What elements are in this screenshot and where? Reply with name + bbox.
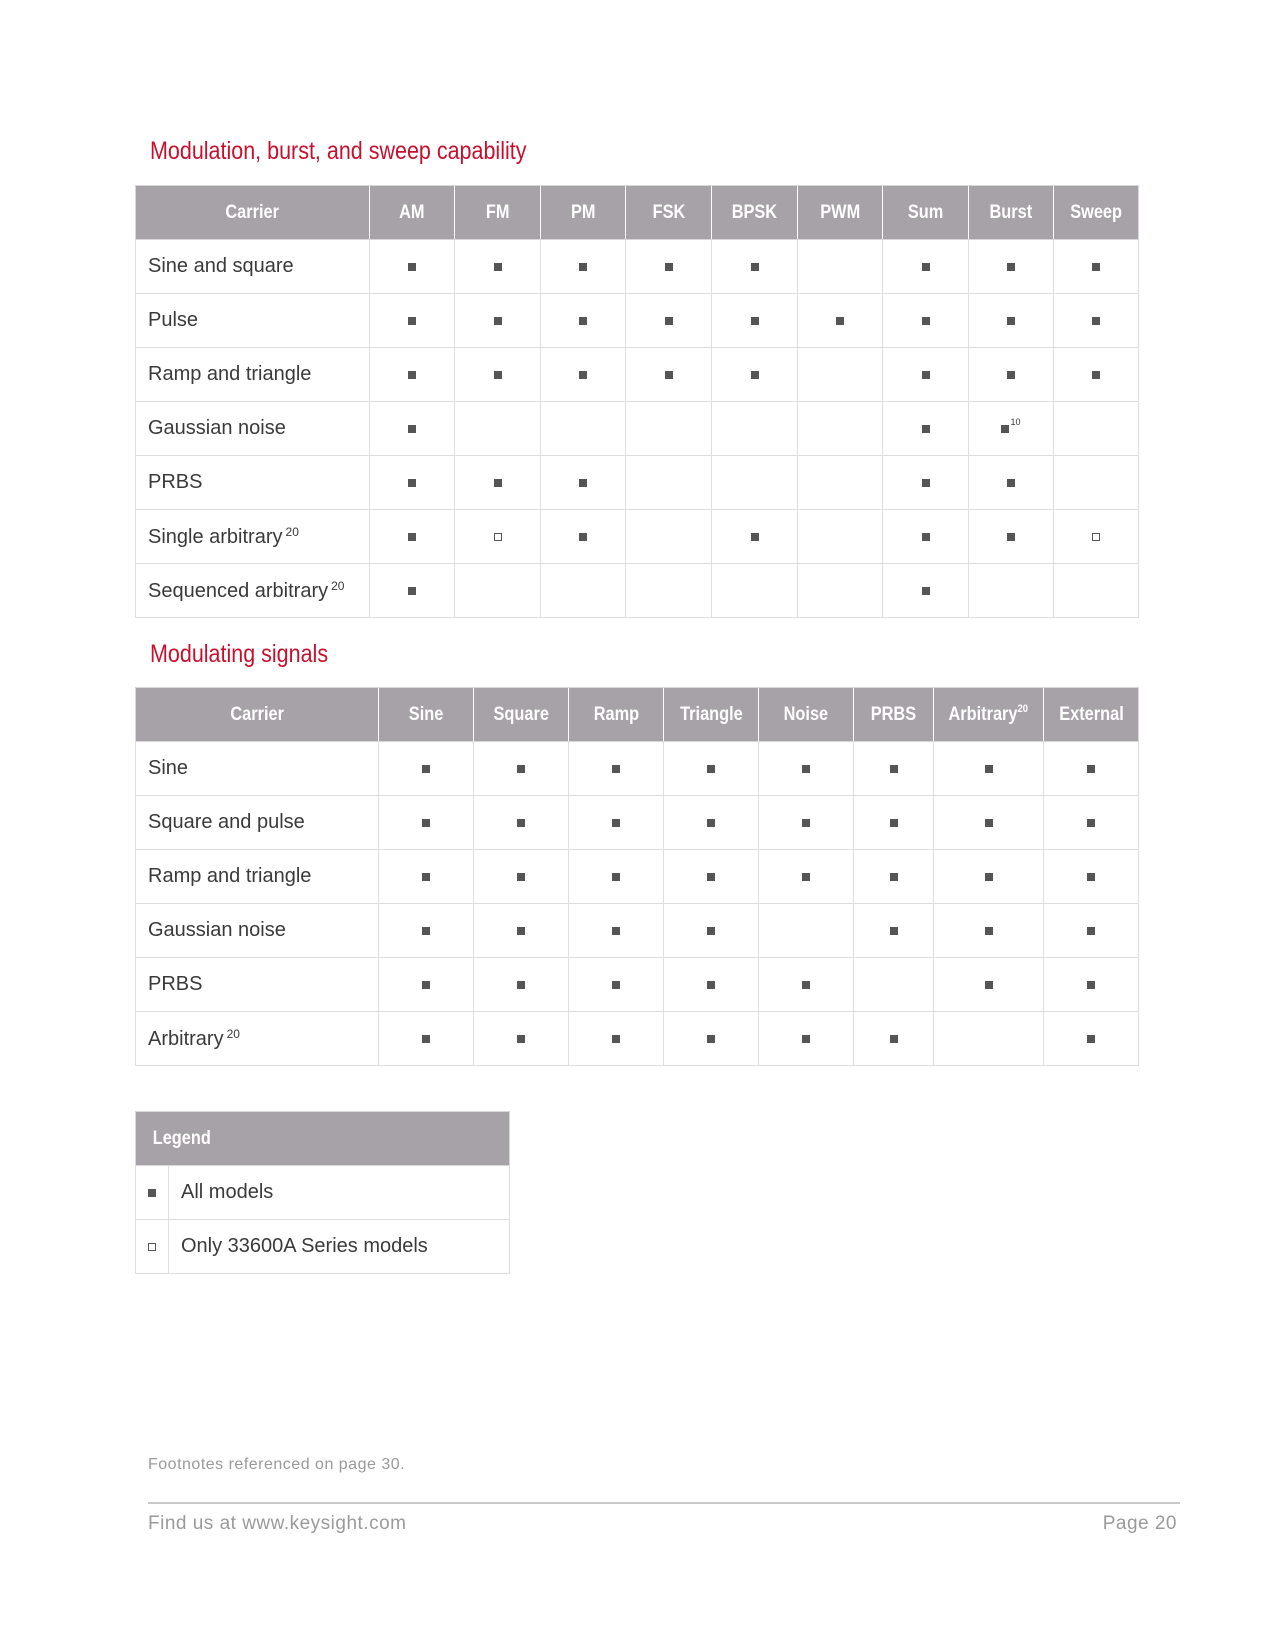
filled-square-icon [612, 981, 620, 989]
filled-square-icon [422, 873, 430, 881]
legend-row [136, 1220, 510, 1274]
legend-symbol [136, 1220, 169, 1274]
support-cell [370, 294, 455, 348]
support-cell [712, 402, 798, 456]
filled-square-icon [1087, 981, 1095, 989]
support-cell [1044, 742, 1139, 796]
filled-square-icon [1092, 317, 1100, 325]
filled-square-icon [517, 873, 525, 881]
column-header: Carrier [136, 688, 379, 742]
filled-square-icon [494, 317, 502, 325]
table-row [136, 564, 1139, 618]
support-cell [798, 402, 883, 456]
support-cell [934, 796, 1044, 850]
capability-title: Modulation, burst, and sweep capability [150, 137, 527, 165]
filled-square-icon [802, 981, 810, 989]
filled-square-icon [408, 425, 416, 433]
support-cell [883, 510, 969, 564]
legend-symbol [136, 1166, 169, 1220]
support-cell [934, 742, 1044, 796]
support-cell [1054, 510, 1139, 564]
support-cell [626, 510, 712, 564]
support-cell [883, 240, 969, 294]
legend-table [135, 1111, 510, 1274]
support-cell [759, 1012, 854, 1066]
table-row [136, 348, 1139, 402]
column-header: AM [370, 186, 455, 240]
row-label: Ramp and triangle [136, 348, 370, 402]
support-cell [712, 348, 798, 402]
support-cell [1054, 402, 1139, 456]
support-cell [664, 796, 759, 850]
filled-square-icon [922, 479, 930, 487]
filled-square-icon [665, 317, 673, 325]
filled-square-icon [612, 765, 620, 773]
filled-square-icon [612, 873, 620, 881]
footnote-ref: 20 [226, 1026, 240, 1041]
support-cell [370, 510, 455, 564]
column-header: Sine [379, 688, 474, 742]
column-header: Triangle [664, 688, 759, 742]
filled-square-icon [1007, 371, 1015, 379]
support-cell [1044, 796, 1139, 850]
filled-square-icon [707, 1035, 715, 1043]
support-cell [569, 850, 664, 904]
filled-square-icon [1007, 263, 1015, 271]
support-cell [969, 510, 1054, 564]
support-cell [969, 564, 1054, 618]
support-cell [455, 240, 541, 294]
filled-square-icon [922, 425, 930, 433]
support-cell [1044, 958, 1139, 1012]
filled-square-icon [707, 819, 715, 827]
support-cell [712, 510, 798, 564]
support-cell [474, 1012, 569, 1066]
table-row [136, 240, 1139, 294]
column-header: Burst [969, 186, 1054, 240]
filled-square-icon [517, 819, 525, 827]
support-cell [569, 796, 664, 850]
column-header: External [1044, 688, 1139, 742]
filled-square-icon [612, 1035, 620, 1043]
row-label: Pulse [136, 294, 370, 348]
row-label: Single arbitrary $^{20}$ [136, 510, 370, 564]
filled-square-icon [408, 317, 416, 325]
support-cell [474, 796, 569, 850]
page-number: Page 20 [1102, 1513, 1177, 1534]
open-square-icon [148, 1243, 156, 1251]
support-cell [759, 796, 854, 850]
filled-square-icon [422, 1035, 430, 1043]
table-row [136, 402, 1139, 456]
support-cell [455, 348, 541, 402]
support-cell [712, 456, 798, 510]
support-cell [541, 456, 626, 510]
filled-square-icon [751, 371, 759, 379]
filled-square-icon [1007, 317, 1015, 325]
support-cell [969, 402, 1054, 456]
support-cell [379, 1012, 474, 1066]
filled-square-icon [890, 927, 898, 935]
footer-website[interactable]: Find us at www.keysight.com [148, 1513, 407, 1534]
support-cell [759, 904, 854, 958]
column-header: FSK [626, 186, 712, 240]
filled-square-icon [408, 587, 416, 595]
filled-square-icon [707, 927, 715, 935]
support-cell [883, 564, 969, 618]
support-cell [1054, 240, 1139, 294]
filled-square-icon [985, 927, 993, 935]
table-row [136, 796, 1139, 850]
support-cell [541, 510, 626, 564]
filled-square-icon [922, 587, 930, 595]
filled-square-icon [517, 981, 525, 989]
support-cell [455, 510, 541, 564]
support-cell [626, 456, 712, 510]
filled-square-icon [422, 765, 430, 773]
support-cell [883, 348, 969, 402]
row-label: Square and pulse [136, 796, 379, 850]
filled-square-icon [922, 371, 930, 379]
filled-square-icon [707, 981, 715, 989]
filled-square-icon [751, 317, 759, 325]
column-header: Square [474, 688, 569, 742]
legend-text: All models [169, 1166, 510, 1220]
column-header: PM [541, 186, 626, 240]
support-cell [854, 958, 934, 1012]
support-cell [474, 958, 569, 1012]
filled-square-icon [890, 819, 898, 827]
modulating-table [135, 687, 1139, 1066]
support-cell [664, 850, 759, 904]
column-header: Ramp [569, 688, 664, 742]
table-row [136, 1012, 1139, 1066]
support-cell [541, 240, 626, 294]
support-cell [798, 564, 883, 618]
row-label: Ramp and triangle [136, 850, 379, 904]
support-cell [854, 904, 934, 958]
filled-square-icon [802, 819, 810, 827]
row-label: Gaussian noise [136, 402, 370, 456]
column-header: FM [455, 186, 541, 240]
filled-square-icon [422, 927, 430, 935]
support-cell [370, 240, 455, 294]
support-cell [1054, 456, 1139, 510]
filled-square-icon [890, 1035, 898, 1043]
filled-square-icon [707, 873, 715, 881]
filled-square-icon [922, 263, 930, 271]
column-header: Arbitrary$^{20}$ [934, 688, 1044, 742]
row-label: PRBS [136, 958, 379, 1012]
support-cell [934, 850, 1044, 904]
support-cell [541, 294, 626, 348]
support-cell [379, 742, 474, 796]
table-row [136, 904, 1139, 958]
support-cell [798, 456, 883, 510]
support-cell [969, 294, 1054, 348]
support-cell [934, 904, 1044, 958]
filled-square-icon [148, 1189, 156, 1197]
table-row [136, 294, 1139, 348]
support-cell [626, 294, 712, 348]
filled-square-icon [422, 819, 430, 827]
support-cell [541, 348, 626, 402]
column-header: Sum [883, 186, 969, 240]
support-cell [379, 796, 474, 850]
support-cell [626, 240, 712, 294]
filled-square-icon [1092, 371, 1100, 379]
support-cell [455, 456, 541, 510]
filled-square-icon [665, 371, 673, 379]
support-cell [969, 240, 1054, 294]
filled-square-icon [665, 263, 673, 271]
filled-square-icon [802, 765, 810, 773]
filled-square-icon [579, 263, 587, 271]
filled-square-icon [517, 1035, 525, 1043]
support-cell [569, 958, 664, 1012]
filled-square-icon [985, 873, 993, 881]
filled-square-icon [1092, 263, 1100, 271]
filled-square-icon [1087, 873, 1095, 881]
filled-square-icon [802, 873, 810, 881]
filled-square-icon [517, 927, 525, 935]
filled-square-icon [1087, 765, 1095, 773]
filled-square-icon [579, 317, 587, 325]
table-row [136, 742, 1139, 796]
footer-divider [148, 1502, 1180, 1504]
support-cell [1054, 564, 1139, 618]
support-cell [1054, 348, 1139, 402]
row-label: Sine and square [136, 240, 370, 294]
filled-square-icon [408, 263, 416, 271]
filled-square-icon [1001, 425, 1009, 433]
support-cell [541, 564, 626, 618]
filled-square-icon [890, 765, 898, 773]
support-cell [569, 1012, 664, 1066]
support-cell [626, 402, 712, 456]
support-cell [541, 402, 626, 456]
footnote-ref: 20 [331, 578, 345, 593]
filled-square-icon [985, 981, 993, 989]
support-cell [883, 402, 969, 456]
filled-square-icon [802, 1035, 810, 1043]
support-cell [798, 510, 883, 564]
open-square-icon [1092, 533, 1100, 541]
support-cell [759, 850, 854, 904]
support-cell [370, 456, 455, 510]
support-cell [664, 958, 759, 1012]
row-label: Sequenced arbitrary $^{20}$ [136, 564, 370, 618]
table-row [136, 850, 1139, 904]
filled-square-icon [494, 371, 502, 379]
filled-square-icon [579, 533, 587, 541]
filled-square-icon [985, 819, 993, 827]
support-cell [934, 958, 1044, 1012]
row-label: Sine [136, 742, 379, 796]
support-cell [798, 294, 883, 348]
filled-square-icon [890, 873, 898, 881]
footnote-ref: 10 [1010, 416, 1021, 427]
support-cell [379, 958, 474, 1012]
filled-square-icon [1007, 479, 1015, 487]
support-cell [1044, 904, 1139, 958]
column-header: Carrier [136, 186, 370, 240]
filled-square-icon [494, 263, 502, 271]
filled-square-icon [1087, 1035, 1095, 1043]
support-cell [626, 348, 712, 402]
open-square-icon [494, 533, 502, 541]
support-cell [883, 294, 969, 348]
support-cell [969, 348, 1054, 402]
table-row [136, 456, 1139, 510]
support-cell [370, 564, 455, 618]
modulating-title: Modulating signals [150, 640, 329, 668]
filled-square-icon [1087, 927, 1095, 935]
filled-square-icon [1007, 533, 1015, 541]
support-cell [455, 564, 541, 618]
support-cell [664, 742, 759, 796]
column-header: Sweep [1054, 186, 1139, 240]
support-cell [455, 294, 541, 348]
support-cell [569, 742, 664, 796]
support-cell [969, 456, 1054, 510]
support-cell [798, 348, 883, 402]
legend-row [136, 1166, 510, 1220]
filled-square-icon [922, 533, 930, 541]
filled-square-icon [579, 371, 587, 379]
filled-square-icon [408, 479, 416, 487]
filled-square-icon [922, 317, 930, 325]
filled-square-icon [985, 765, 993, 773]
filled-square-icon [751, 263, 759, 271]
filled-square-icon [517, 765, 525, 773]
support-cell [712, 294, 798, 348]
column-header: PRBS [854, 688, 934, 742]
support-cell [474, 742, 569, 796]
column-header: PWM [798, 186, 883, 240]
footnote-ref: 20 [285, 524, 299, 539]
support-cell [664, 1012, 759, 1066]
support-cell [759, 958, 854, 1012]
filled-square-icon [1087, 819, 1095, 827]
support-cell [798, 240, 883, 294]
support-cell [1054, 294, 1139, 348]
support-cell [1044, 1012, 1139, 1066]
filled-square-icon [579, 479, 587, 487]
row-label: Gaussian noise [136, 904, 379, 958]
footnote: Footnotes referenced on page 30. [148, 1456, 406, 1473]
support-cell [569, 904, 664, 958]
support-cell [854, 796, 934, 850]
legend-text: Only 33600A Series models [169, 1220, 510, 1274]
column-header: Noise [759, 688, 854, 742]
filled-square-icon [408, 533, 416, 541]
filled-square-icon [836, 317, 844, 325]
support-cell [712, 240, 798, 294]
support-cell [854, 1012, 934, 1066]
legend-title: Legend [136, 1112, 510, 1166]
filled-square-icon [707, 765, 715, 773]
filled-square-icon [422, 981, 430, 989]
filled-square-icon [751, 533, 759, 541]
row-label: Arbitrary $^{20}$ [136, 1012, 379, 1066]
support-cell [759, 742, 854, 796]
support-cell [664, 904, 759, 958]
support-cell [854, 850, 934, 904]
support-cell [934, 1012, 1044, 1066]
support-cell [474, 904, 569, 958]
filled-square-icon [612, 927, 620, 935]
support-cell [1044, 850, 1139, 904]
support-cell [370, 348, 455, 402]
support-cell [854, 742, 934, 796]
support-cell [455, 402, 541, 456]
support-cell [883, 456, 969, 510]
support-cell [474, 850, 569, 904]
support-cell [379, 850, 474, 904]
row-label: PRBS [136, 456, 370, 510]
filled-square-icon [494, 479, 502, 487]
column-header: BPSK [712, 186, 798, 240]
support-cell [379, 904, 474, 958]
capability-table [135, 185, 1139, 618]
table-row [136, 958, 1139, 1012]
table-row [136, 510, 1139, 564]
support-cell [370, 402, 455, 456]
support-cell [626, 564, 712, 618]
support-cell [712, 564, 798, 618]
footnote-ref: 20 [1017, 703, 1029, 715]
filled-square-icon [612, 819, 620, 827]
filled-square-icon [408, 371, 416, 379]
